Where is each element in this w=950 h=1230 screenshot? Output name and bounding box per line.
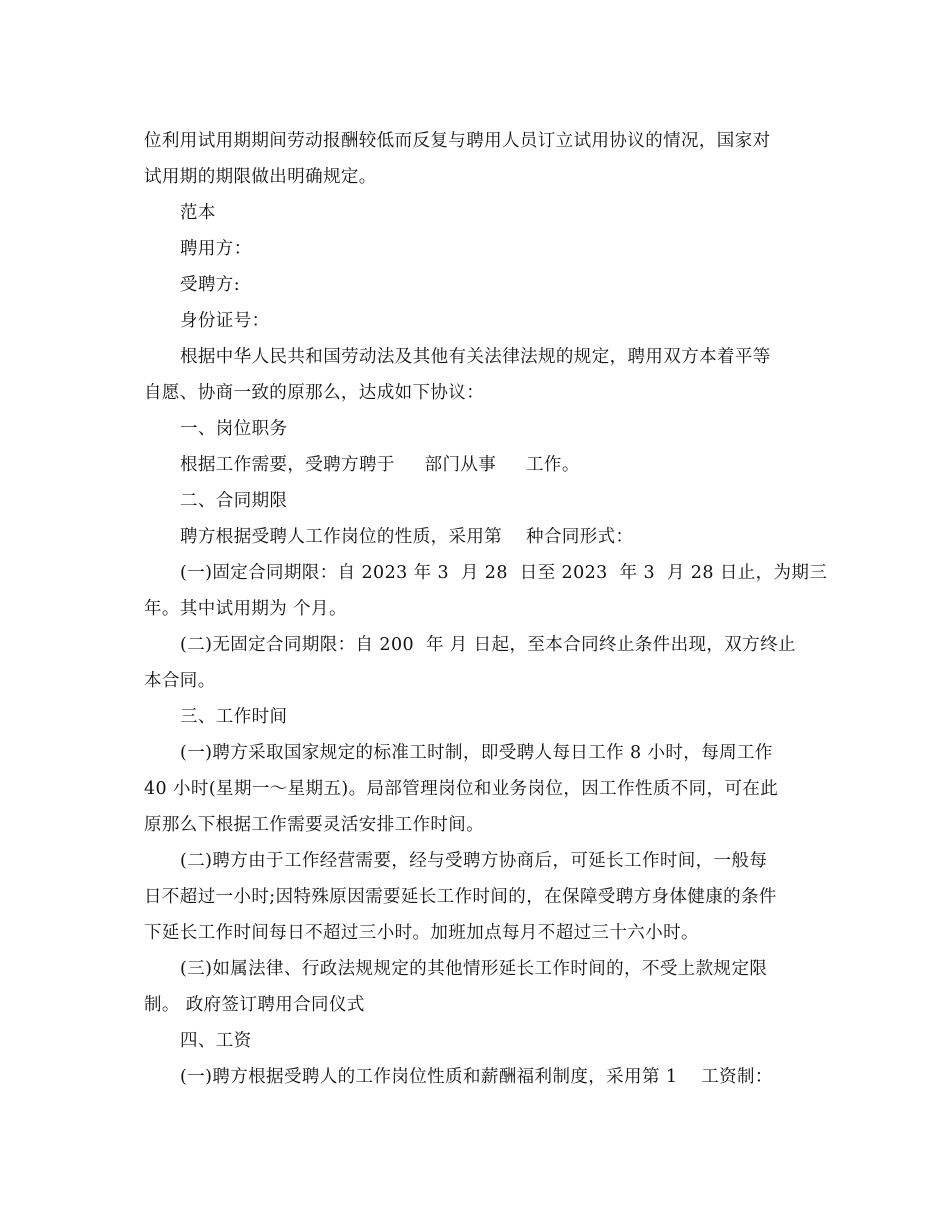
text-line: 年。其中试用期为 个月。 xyxy=(144,599,347,619)
text-line: (二)聘方由于工作经营需要，经与受聘方协商后，可延长工作时间，一般每 xyxy=(180,851,768,871)
text-line: 40 小时(星期一～星期五)。局部管理岗位和业务岗位，因工作性质不同，可在此 xyxy=(144,779,779,799)
text-line: (一)固定合同期限：自 2023 年 3 月 28 日至 2023 年 3 月 28 日止，为期三 xyxy=(180,563,828,583)
text-line: 自愿、协商一致的原那么，达成如下协议： xyxy=(144,383,485,403)
text-line: (一)聘方根据受聘人的工作岗位性质和薪酬福利制度，采用第 1 工资制： xyxy=(180,1067,773,1087)
text-line: 制。 政府签订聘用合同仪式 xyxy=(144,995,365,1015)
section-heading: 一、岗位职务 xyxy=(180,419,288,439)
text-line: 日不超过一小时;因特殊原因需要延长工作时间的，在保障受聘方身体健康的条件 xyxy=(144,887,777,907)
employee-label: 受聘方: xyxy=(180,275,240,295)
text-line: 根据中华人民共和国劳动法及其他有关法律法规的规定，聘用双方本着平等 xyxy=(180,347,771,367)
text-line: 本合同。 xyxy=(144,671,216,691)
text-line: (三)如属法律、行政法规规定的其他情形延长工作时间的，不受上款规定限 xyxy=(180,959,768,979)
text-line: 下延长工作时间每日不超过三小时。加班加点每月不超过三十六小时。 xyxy=(144,923,699,943)
text-line: 位利用试用期期间劳动报酬较低而反复与聘用人员订立试用协议的情况，国家对 xyxy=(144,131,771,151)
section-heading: 四、工资 xyxy=(180,1031,252,1051)
text-line: (一)聘方采取国家规定的标准工时制，即受聘人每日工作 8 小时，每周工作 xyxy=(180,743,773,763)
text-line: 聘方根据受聘人工作岗位的性质，采用第 种合同形式： xyxy=(180,527,634,547)
text-line: (二)无固定合同期限：自 200 年 月 日起，至本合同终止条件出现，双方终止 xyxy=(180,635,796,655)
section-heading: 三、工作时间 xyxy=(180,707,288,727)
text-line: 原那么下根据工作需要灵活安排工作时间。 xyxy=(144,815,485,835)
employer-label: 聘用方： xyxy=(180,239,252,259)
section-heading: 二、合同期限 xyxy=(180,491,288,511)
text-line: 根据工作需要，受聘方聘于 部门从事 工作。 xyxy=(180,455,580,475)
text-line: 试用期的期限做出明确规定。 xyxy=(144,167,377,187)
id-number-label: 身份证号： xyxy=(180,311,270,331)
section-label: 范本 xyxy=(180,203,216,223)
